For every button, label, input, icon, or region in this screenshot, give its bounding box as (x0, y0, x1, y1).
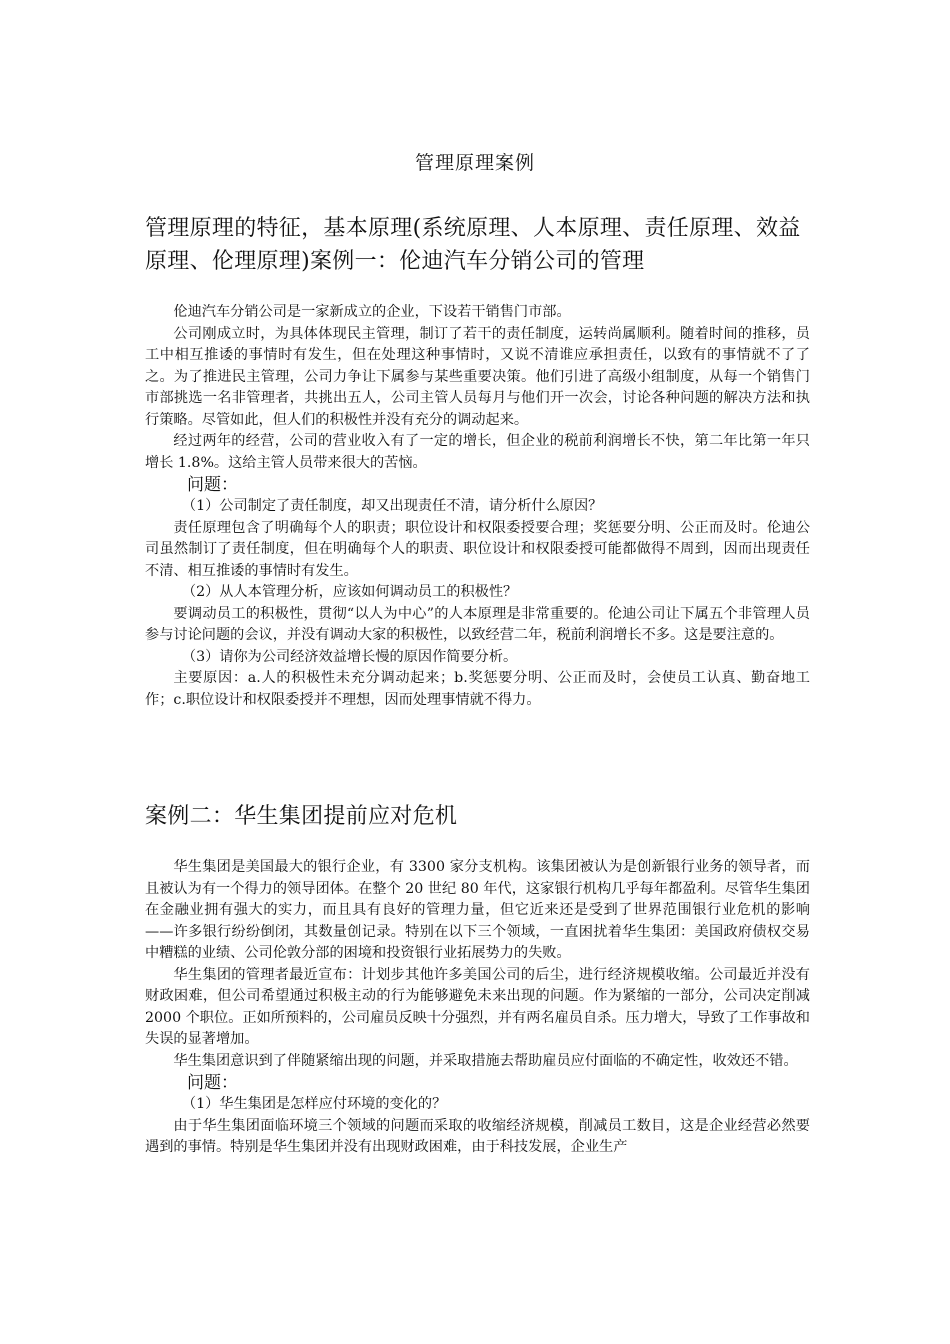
questions-label: 问题： (187, 475, 238, 495)
case-two-heading: 案例二：华生集团提前应对危机 (145, 804, 458, 829)
answer: 责任原理包含了明确每个人的职责；职位设计和权限委授要合理；奖惩要分明、公正而及时。伦迪公司虽然制订了责任制度，但在明确每个人的职责、职位设计和权限委授可能都做得不周到，因而出现责任不清、相互推诿的事情时有发生。 (145, 519, 810, 579)
document-title: 管理原理案例 (414, 152, 535, 174)
paragraph: 华生集团的管理者最近宣布：计划步其他许多美国公司的后尘，进行经济规模收缩。公司最近并没有财政困难，但公司希望通过积极主动的行为能够避免未来出现的问题。作为紧缩的一部分，公司决定削减 2000 个职位。正如所预料的，公司雇员反映十分强烈，并有两名雇员自杀。压力增大，导致了工作事故和失误的显著增加。 (145, 966, 810, 1047)
question: （1）华生集团是怎样应付环境的变化的？ (181, 1096, 447, 1112)
paragraph: 经过两年的经营，公司的营业收入有了一定的增长，但企业的税前利润增长不快，第二年比第一年只增长 1.8%。这给主管人员带来很大的苦恼。 (145, 433, 810, 471)
questions-label: 问题： (187, 1073, 238, 1093)
question: （1）公司制定了责任制度，却又出现责任不清，请分析什么原因？ (181, 498, 603, 514)
case-one-heading: 管理原理的特征，基本原理(系统原理、人本原理、责任原理、效益原理、伦理原理)案例一：伦迪汽车分销公司的管理 (145, 216, 801, 274)
paragraph: 华生集团是美国最大的银行企业，有 3300 家分支机构。该集团被认为是创新银行业务的领导者，而且被认为有一个得力的领导团体。在整个 20 世纪 80 年代，这家银行机构几乎每年都盈利。尽管华生集团在金融业拥有强大的实力，而且具有良好的管理力量，但它近来还是受到了世界范围银行业危机的影响——许多银行纷纷倒闭，其数量创记录。特别在以下三个领域，一直困扰着华生集团：美国政府债权交易中糟糕的业绩、公司伦敦分部的困境和投资银行业拓展势力的失败。 (145, 859, 810, 961)
question: （3）请你为公司经济效益增长慢的原因作简要分析。 (181, 648, 518, 665)
paragraph: 公司刚成立时，为具体体现民主管理，制订了若干的责任制度，运转尚属顺利。随着时间的推移，员工中相互推诿的事情时有发生，但在处理这种事情时，又说不清谁应承担责任，以致有的事情就不了了之。为了推进民主管理，公司力争让下属参与某些重要决策。他们引进了高级小组制度，从每一个销售门市部挑选一名非管理者，共挑出五人，公司主管人员每月与他们开一次会，讨论各种问题的解决方法和执行策略。尽管如此，但人们的积极性并没有充分的调动起来。 (145, 325, 810, 428)
answer: 由于华生集团面临环境三个领域的问题而采取的收缩经济规模，削减员工数目，这是企业经营必然要遇到的事情。特别是华生集团并没有出现财政困难，由于科技发展，企业生产 (145, 1117, 810, 1155)
answer: 要调动员工的积极性，贯彻“以人为中心”的人本原理是非常重要的。伦迪公司让下属五个非管理人员参与讨论问题的会议，并没有调动大家的积极性，以致经营二年，税前利润增长不多。这是要注意的。 (145, 605, 810, 643)
case-two-body (145, 857, 810, 1159)
paragraph: 华生集团意识到了伴随紧缩出现的问题，并采取措施去帮助雇员应付面临的不确定性，收效还不错。 (173, 1052, 798, 1069)
paragraph: 伦迪汽车分销公司是一家新成立的企业，下设若干销售门市部。 (173, 304, 571, 320)
case-one-body (145, 302, 810, 711)
question: （2）从人本管理分析，应该如何调动员工的积极性？ (181, 584, 518, 600)
answer: 主要原因：a.人的积极性未充分调动起来；b.奖惩要分明、公正而及时，会使员工认真、勤奋地工作；c.职位设计和权限委授并不理想，因而处理事情就不得力。 (145, 670, 810, 708)
